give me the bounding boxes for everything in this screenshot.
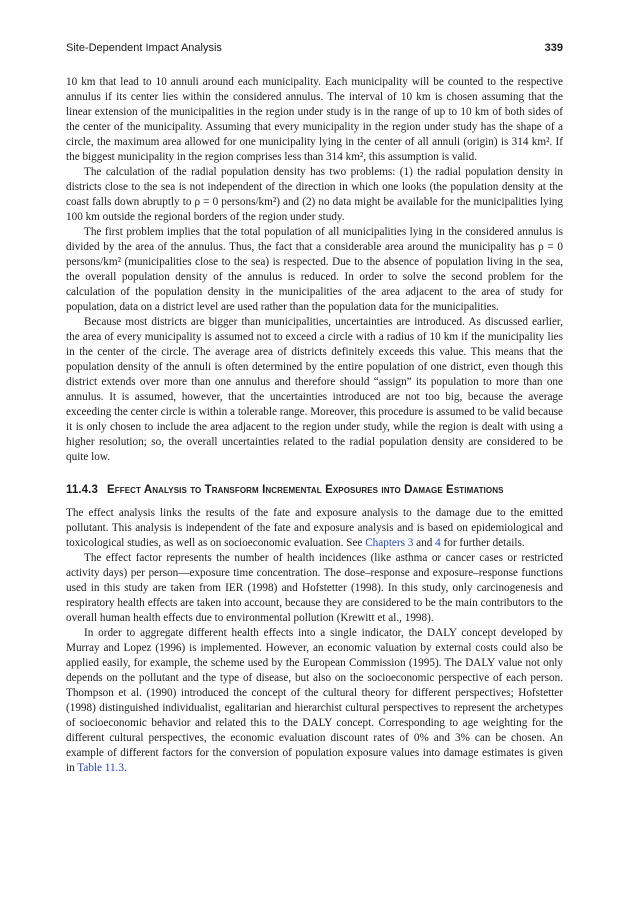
section-number: 11.4.3: [66, 484, 98, 496]
body-text: [66, 75, 563, 776]
paragraph-text: for further details.: [440, 537, 525, 549]
paragraph-text: and: [413, 537, 436, 549]
section-title: Effect Analysis to Transform Incremental Exposures into Damage Estimations: [106, 484, 504, 496]
running-head-title: Site-Dependent Impact Analysis: [66, 42, 222, 54]
paragraph: The first problem implies that the total population of all municipalities lying in the considered annulus is divided by the area of the annulus. Thus, the fact that a considerable area around the municipality has ρ = 0 persons/km² (municipalities close to the sea) is respected. Due to the absence of population living in the sea, the overall population density of the annulus is reduced. In order to solve the second problem for the calculation of the population density in the municipalities of the area adjacent to the area of study for population, data on a district level are used rather than the population data for the municipalities.: [66, 226, 563, 313]
table-11-3-link[interactable]: Table 11.3: [77, 762, 124, 774]
paragraph: Because most districts are bigger than municipalities, uncertainties are introduced. As discussed earlier, the area of every municipality is assumed not to exceed a circle with a radius of 10 km if the municipality lies in the center of the circle. The average area of districts definitely exceeds this value. This means that the population density of the annuli is often determined by the entire population of one district, even though this district extends over more than one annulus and therefore should “assign” its population to more than one annulus. It is assumed, however, that the uncertainties introduced are not too big, because the average exceeding the center circle is within a tolerable range. Moreover, this procedure is assumed to be valid because it is only chosen to include the area adjacent to the region under study, while the region is dealt with using a higher resolution; so, the overall uncertainties related to the radial population density are considered to be quite low.: [66, 316, 563, 463]
paragraph: The calculation of the radial population density has two problems: (1) the radial population density in districts close to the sea is not independent of the direction in which one looks (the population density at the coast falls down abruptly to ρ = 0 persons/km²) and (2) no data might be available for the municipalities lying 100 km outside the regional borders of the region under study.: [66, 166, 563, 223]
paragraph-text: .: [123, 762, 127, 774]
page-number: 339: [544, 42, 563, 54]
paragraph-text: The effect analysis links the results of the fate and exposure analysis to the damage due to the emitted pollutant. This analysis is independent of the fate and exposure analysis and is based on epidemiological and toxicological studies, as well as on socioeconomic evaluation. See: [66, 507, 563, 549]
paragraph-text: In order to aggregate different health effects into a single indicator, the DALY concept developed by Murray and Lopez (1996) is implemented. However, an economic valuation by external costs could also be applied easily, for example, the scheme used by the European Commission (1995). The DALY value not only depends on the pollutant and the type of disease, but also on the socioeconomic perspective of each person. Thompson et al. (1990) introduced the concept of the cultural theory for different perspectives; Hofstetter (1998) distinguished individualist, egalitarian and hierarchist cultural perspectives to represent the archetypes of socioeconomic behavior and related this to the DALY concept. Corresponding to age weighting for the different cultural perspectives, the economic evaluation discount rates of 0% and 3% can be chosen. An example of different factors for the conversion of population exposure values into damage estimates is given in: [66, 627, 563, 774]
chapter-4-link[interactable]: 4: [435, 537, 441, 549]
section-heading: [66, 483, 563, 498]
paragraph: [66, 626, 563, 776]
chapters-3-link[interactable]: Chapters 3: [365, 537, 414, 549]
paragraph: 10 km that lead to 10 annuli around each municipality. Each municipality will be counted to the respective annulus if its center lies within the considered annulus. The interval of 10 km is chosen assuming that the linear extension of the municipalities in the region under study is in the range of up to 10 km of both sides of the center of the municipality. Assuming that every municipality in the region under study has the shape of a circle, the maximum area allowed for one municipality lying in the center of all annuli (origin) is 314 km². If the biggest municipality in the region comprises less than 314 km², this assumption is valid.: [66, 76, 563, 163]
paragraph: [66, 506, 563, 551]
paragraph: The effect factor represents the number of health incidences (like asthma or cancer cases or restricted activity days) per person—exposure time concentration. The dose–response and exposure–response functions used in this study are taken from IER (1998) and Hofstetter (1998). In this study, only carcinogenesis and respiratory health effects are taken into account, because they are considered to be the main contributors to the overall human health effects due to environmental pollution (Krewitt et al., 1998).: [66, 552, 563, 624]
